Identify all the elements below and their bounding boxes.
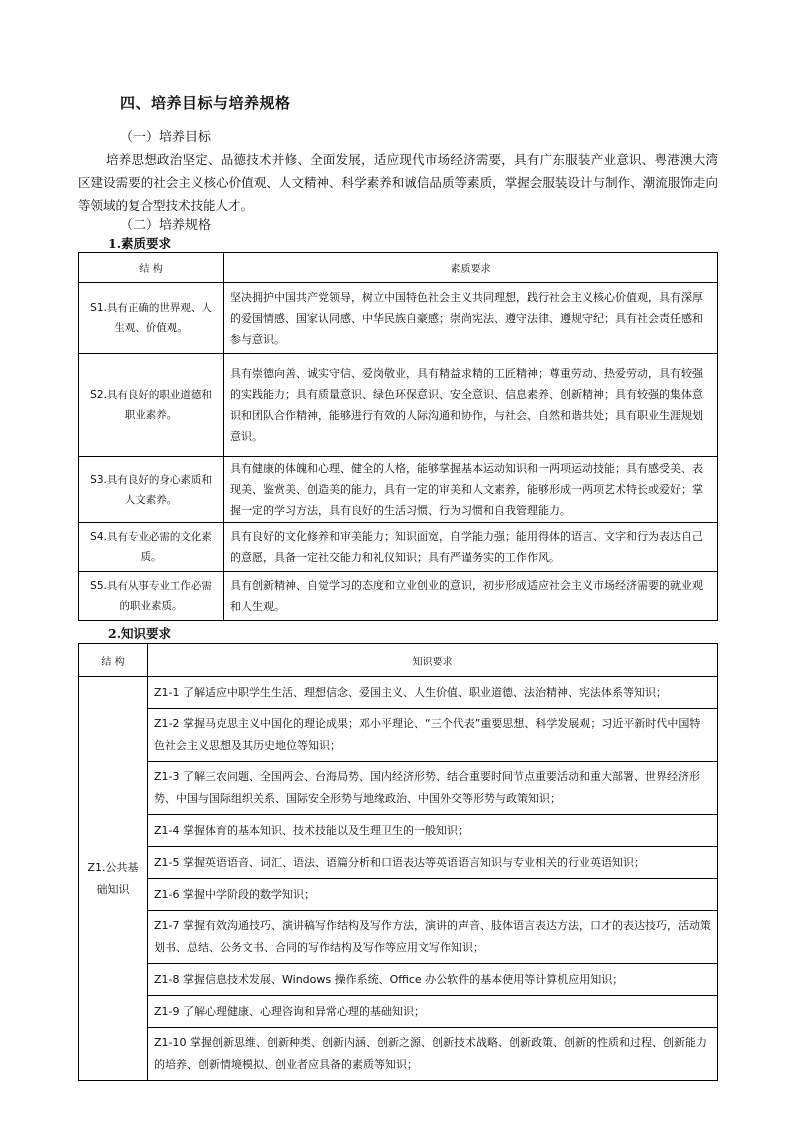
knowledge-item: Z1-6 掌握中学阶段的数学知识； [148,879,718,911]
table-row [79,354,718,457]
goal-paragraph: 培养思想政治坚定、品德技术并修、全面发展，适应现代市场经济需要，具有广东服装产业意识、粤港澳大湾区建设需要的社会主义核心价值观、人文精神、科学素养和诚信品质等素质，掌握会服装设计与制作、潮流服饰走向等领域的复合型技术技能人才。 [78,152,718,213]
knowledge-item: Z1-7 掌握有效沟通技巧、演讲稿写作结构及写作方法，演讲的声音、肢体语言表达方法，口才的表达技巧，活动策划书、总结、公务文书、合同的写作结构及写作等应用文写作知识； [148,911,718,964]
knowledge-item: Z1-8 掌握信息技术发展、Windows 操作系统、Office 办公软件的基本使用等计算机应用知识； [148,964,718,996]
table-row [79,815,718,847]
table-row [79,879,718,911]
quality-key: S1.具有正确的世界观、人生观、价值观。 [79,283,224,354]
table-row [79,762,718,815]
table-row [79,457,718,523]
knowledge-item: Z1-9 了解心理健康、心理咨询和异常心理的基础知识； [148,996,718,1028]
knowledge-group: Z1.公共基础知识 [79,677,148,1081]
knowledge-col-structure: 结 构 [79,644,148,677]
quality-col-structure: 结 构 [79,253,224,283]
quality-text: 具有健康的体魄和心理、健全的人格，能够掌握基本运动知识和一两项运动技能；具有感受美、表现美、鉴赏美、创造美的能力，具有一定的审美和人文素养，能够形成一两项艺术特长或爱好；掌握一定的学习方法，具有良好的生活习惯、行为习惯和自我管理能力。 [224,457,718,523]
table-row [79,996,718,1028]
quality-key: S5.具有从事专业工作必需的职业素质。 [79,572,224,621]
table-row [79,964,718,996]
knowledge-heading: 2.知识要求 [108,626,172,641]
table-row [79,283,718,354]
quality-col-requirement: 素质要求 [224,253,718,283]
quality-table [78,252,718,621]
quality-text: 具有创新精神、自觉学习的态度和立业创业的意识，初步形成适应社会主义市场经济需要的就业观和人生观。 [224,572,718,621]
table-row [79,911,718,964]
knowledge-item: Z1-4 掌握体育的基本知识、技术技能以及生理卫生的一般知识； [148,815,718,847]
knowledge-item: Z1-3 了解三农问题、全国两会、台海局势、国内经济形势、结合重要时间节点重要活动和重大部署、世界经济形势、中国与国际组织关系、国际安全形势与地缘政治、中国外交等形势与政策知识； [148,762,718,815]
spec-heading: （二）培养规格 [120,218,212,233]
table-row [79,709,718,762]
quality-text: 坚决拥护中国共产党领导，树立中国特色社会主义共同理想，践行社会主义核心价值观，具有深厚的爱国情感、国家认同感、中华民族自豪感；崇尚宪法、遵守法律、遵规守纪；具有社会责任感和参与意识。 [224,283,718,354]
table-row [79,1028,718,1081]
table-row [79,847,718,879]
knowledge-item: Z1-10 掌握创新思维、创新种类、创新内涵、创新之源、创新技术战略、创新政策、创新的性质和过程、创新能力的培养、创新情境模拟、创业者应具备的素质等知识； [148,1028,718,1081]
knowledge-item: Z1-5 掌握英语语音、词汇、语法、语篇分析和口语表达等英语语言知识与专业相关的行业英语知识； [148,847,718,879]
quality-header-row [79,253,718,283]
quality-text: 具有良好的文化修养和审美能力；知识面宽，自学能力强；能用得体的语言、文字和行为表达自己的意愿，具备一定社交能力和礼仪知识；具有严谨务实的工作作风。 [224,523,718,572]
quality-heading: 1.素质要求 [108,236,172,251]
goal-heading: （一）培养目标 [120,130,212,145]
knowledge-item: Z1-2 掌握马克思主义中国化的理论成果；邓小平理论、“三个代表”重要思想、科学发展观；习近平新时代中国特色社会主义思想及其历史地位等知识； [148,709,718,762]
knowledge-header-row [79,644,718,677]
quality-key: S4.具有专业必需的文化素质。 [79,523,224,572]
table-row [79,572,718,621]
section-title: 四、培养目标与培养规格 [120,94,291,112]
knowledge-item: Z1-1 了解适应中职学生生活、理想信念、爱国主义、人生价值、职业道德、法治精神、宪法体系等知识； [148,677,718,709]
quality-text: 具有崇德向善、诚实守信、爱岗敬业，具有精益求精的工匠精神；尊重劳动、热爱劳动，具有较强的实践能力；具有质量意识、绿色环保意识、安全意识、信息素养、创新精神；具有较强的集体意识和团队合作精神，能够进行有效的人际沟通和协作，与社会、自然和谐共处；具有职业生涯规划意识。 [224,354,718,457]
table-row [79,523,718,572]
quality-key: S3.具有良好的身心素质和人文素养。 [79,457,224,523]
table-row [79,677,718,709]
knowledge-table [78,643,718,1081]
quality-key: S2.具有良好的职业道德和职业素养。 [79,354,224,457]
knowledge-col-requirement: 知识要求 [148,644,718,677]
